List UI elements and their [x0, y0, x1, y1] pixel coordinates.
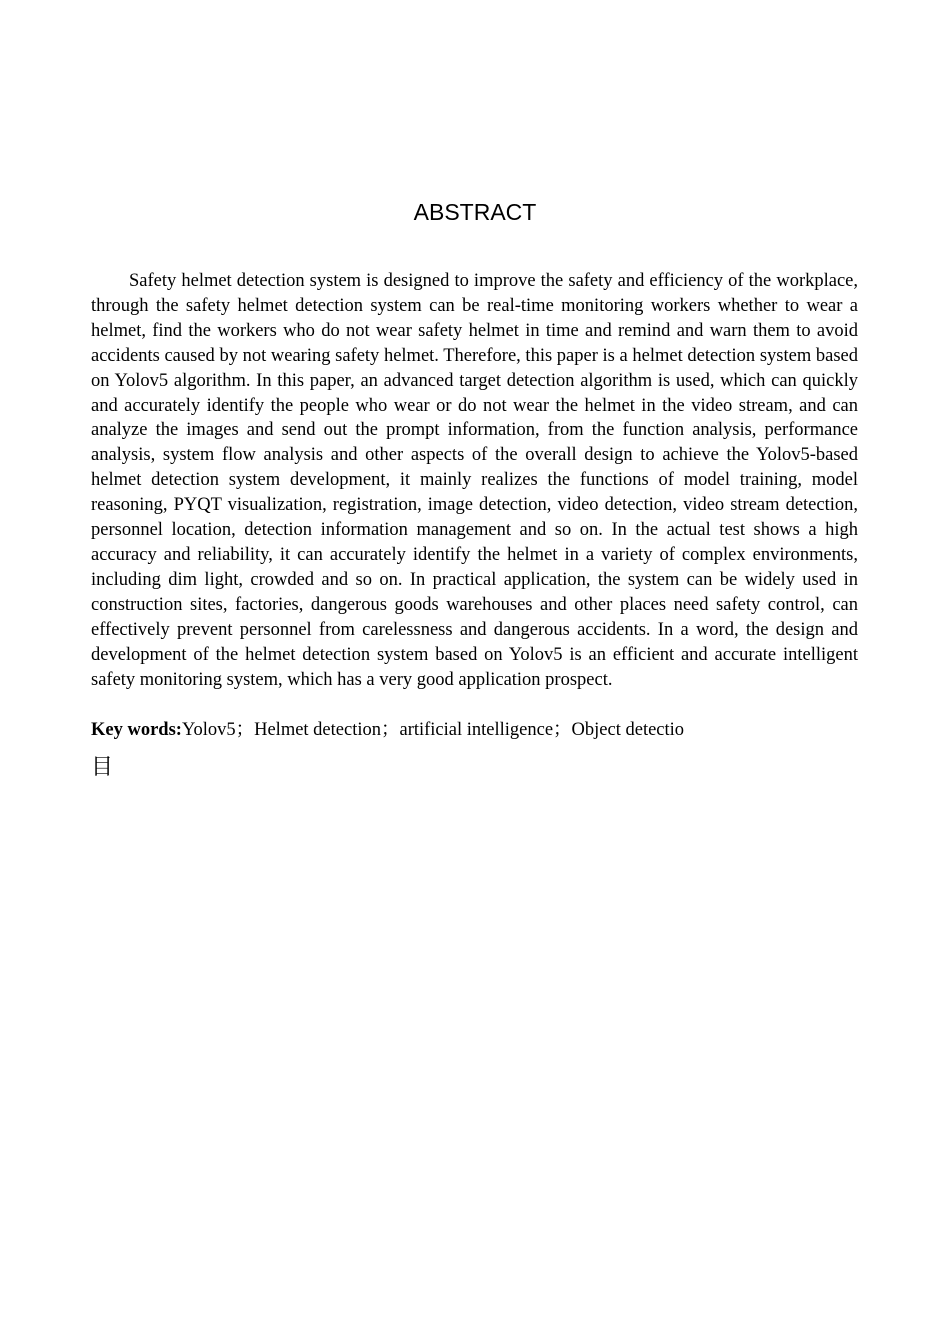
keywords-line — [91, 718, 858, 743]
toc-heading-glyph: 目 — [91, 755, 114, 780]
keywords-label: Key words: — [91, 720, 182, 740]
abstract-body: Safety helmet detection system is designed to improve the safety and efficiency of the workplace, through the safety helmet detection system can be real-time monitoring workers whether to wear a helmet, find the workers who do not wear safety helmet in time and remind and warn them to avoid accidents caused by not wearing safety helmet. Therefore, this paper is a helmet detection system based on Yolov5 algorithm. In this paper, an advanced target detection algorithm is used, which can quickly and accurately identify the people who wear or do not wear the helmet in the video stream, and can analyze the images and send out the prompt information, from the function analysis, performance analysis, system flow analysis and other aspects of the overall design to achieve the Yolov5-based helmet detection system development, it mainly realizes the functions of model training, model reasoning, PYQT visualization, registration, image detection, video detection, video stream detection, personnel location, detection information management and so on. In the actual test shows a high accuracy and reliability, it can accurately identify the helmet in a variety of complex environments, including dim light, crowded and so on. In practical application, the system can be widely used in construction sites, factories, dangerous goods warehouses and other places need safety control, can effectively prevent personnel from carelessness and dangerous accidents. In a word, the design and development of the helmet detection system based on Yolov5 is an efficient and accurate intelligent safety monitoring system, which has a very good application prospect. — [91, 271, 858, 690]
keywords-text: Yolov5；Helmet detection；artificial intelligence；Object detectio — [181, 720, 685, 740]
abstract-heading: ABSTRACT — [413, 199, 537, 225]
